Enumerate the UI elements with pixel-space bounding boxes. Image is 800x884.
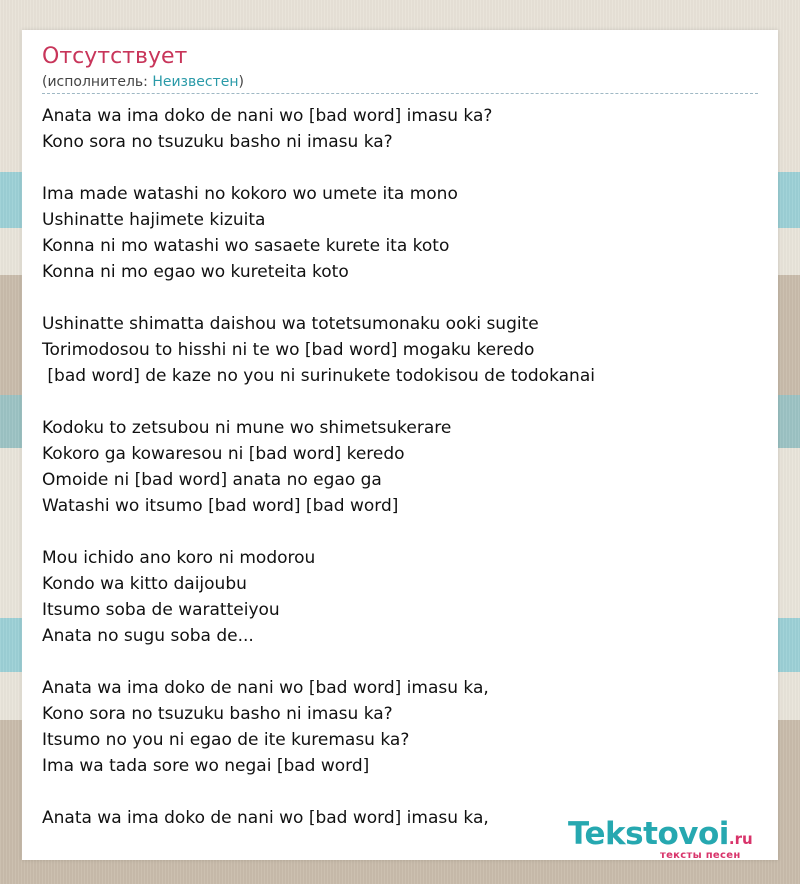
logo-tagline: тексты песен: [660, 850, 741, 861]
lyric-line: Konna ni mo watashi wo sasaete kurete ita koto: [42, 236, 450, 256]
lyric-blank-line: [42, 155, 758, 181]
lyrics-card: [22, 30, 778, 860]
lyric-line: Omoide ni [bad word] anata no egao ga: [42, 470, 382, 490]
lyric-line: Kono sora no tsuzuku basho ni imasu ka?: [42, 704, 393, 724]
lyric-blank-line: [42, 389, 758, 415]
artist-link[interactable]: Неизвестен: [152, 74, 239, 90]
lyric-blank-line: [42, 779, 758, 805]
lyric-line: Kokoro ga kowaresou ni [bad word] keredo: [42, 444, 405, 464]
lyric-line: Mou ichido ano koro ni modorou: [42, 548, 316, 568]
lyric-line: Kono sora no tsuzuku basho ni imasu ka?: [42, 132, 393, 152]
artist-suffix: ): [238, 74, 244, 90]
song-title: Отсутствует: [42, 44, 188, 69]
lyric-blank-line: [42, 649, 758, 675]
lyric-line: Kodoku to zetsubou ni mune wo shimetsukerare: [42, 418, 452, 438]
lyric-blank-line: [42, 519, 758, 545]
lyric-line: [bad word] de kaze no you ni surinukete todokisou de todokanai: [42, 366, 595, 386]
lyric-line: Itsumo soba de waratteiyou: [42, 600, 280, 620]
logo-tld: .ru: [728, 830, 753, 848]
lyric-line: Kondo wa kitto daijoubu: [42, 574, 247, 594]
lyric-line: Ima made watashi no kokoro wo umete ita mono: [42, 184, 458, 204]
lyric-blank-line: [42, 285, 758, 311]
lyric-line: Itsumo no you ni egao de ite kuremasu ka?: [42, 730, 410, 750]
lyric-line: Watashi wo itsumo [bad word] [bad word]: [42, 496, 399, 516]
lyric-line: Anata no sugu soba de...: [42, 626, 254, 646]
lyric-line: Ima wa tada sore wo negai [bad word]: [42, 756, 370, 776]
lyric-line: Anata wa ima doko de nani wo [bad word] imasu ka?: [42, 106, 493, 126]
logo-main-text: Tekstovoi: [568, 816, 729, 852]
lyric-line: Ushinatte hajimete kizuita: [42, 210, 266, 230]
lyric-line: Torimodosou to hisshi ni te wo [bad word] mogaku keredo: [42, 340, 535, 360]
lyric-line: Anata wa ima doko de nani wo [bad word] imasu ka,: [42, 678, 489, 698]
lyric-line: Anata wa ima doko de nani wo [bad word] imasu ka,: [42, 808, 489, 828]
artist-line: [42, 73, 244, 91]
artist-prefix: (исполнитель:: [42, 74, 153, 90]
lyric-line: Konna ni mo egao wo kureteita koto: [42, 262, 349, 282]
lyric-line: Ushinatte shimatta daishou wa totetsumonaku ooki sugite: [42, 314, 539, 334]
lyrics-text: [42, 103, 758, 831]
title-divider: [42, 93, 758, 94]
site-logo[interactable]: [568, 816, 753, 861]
